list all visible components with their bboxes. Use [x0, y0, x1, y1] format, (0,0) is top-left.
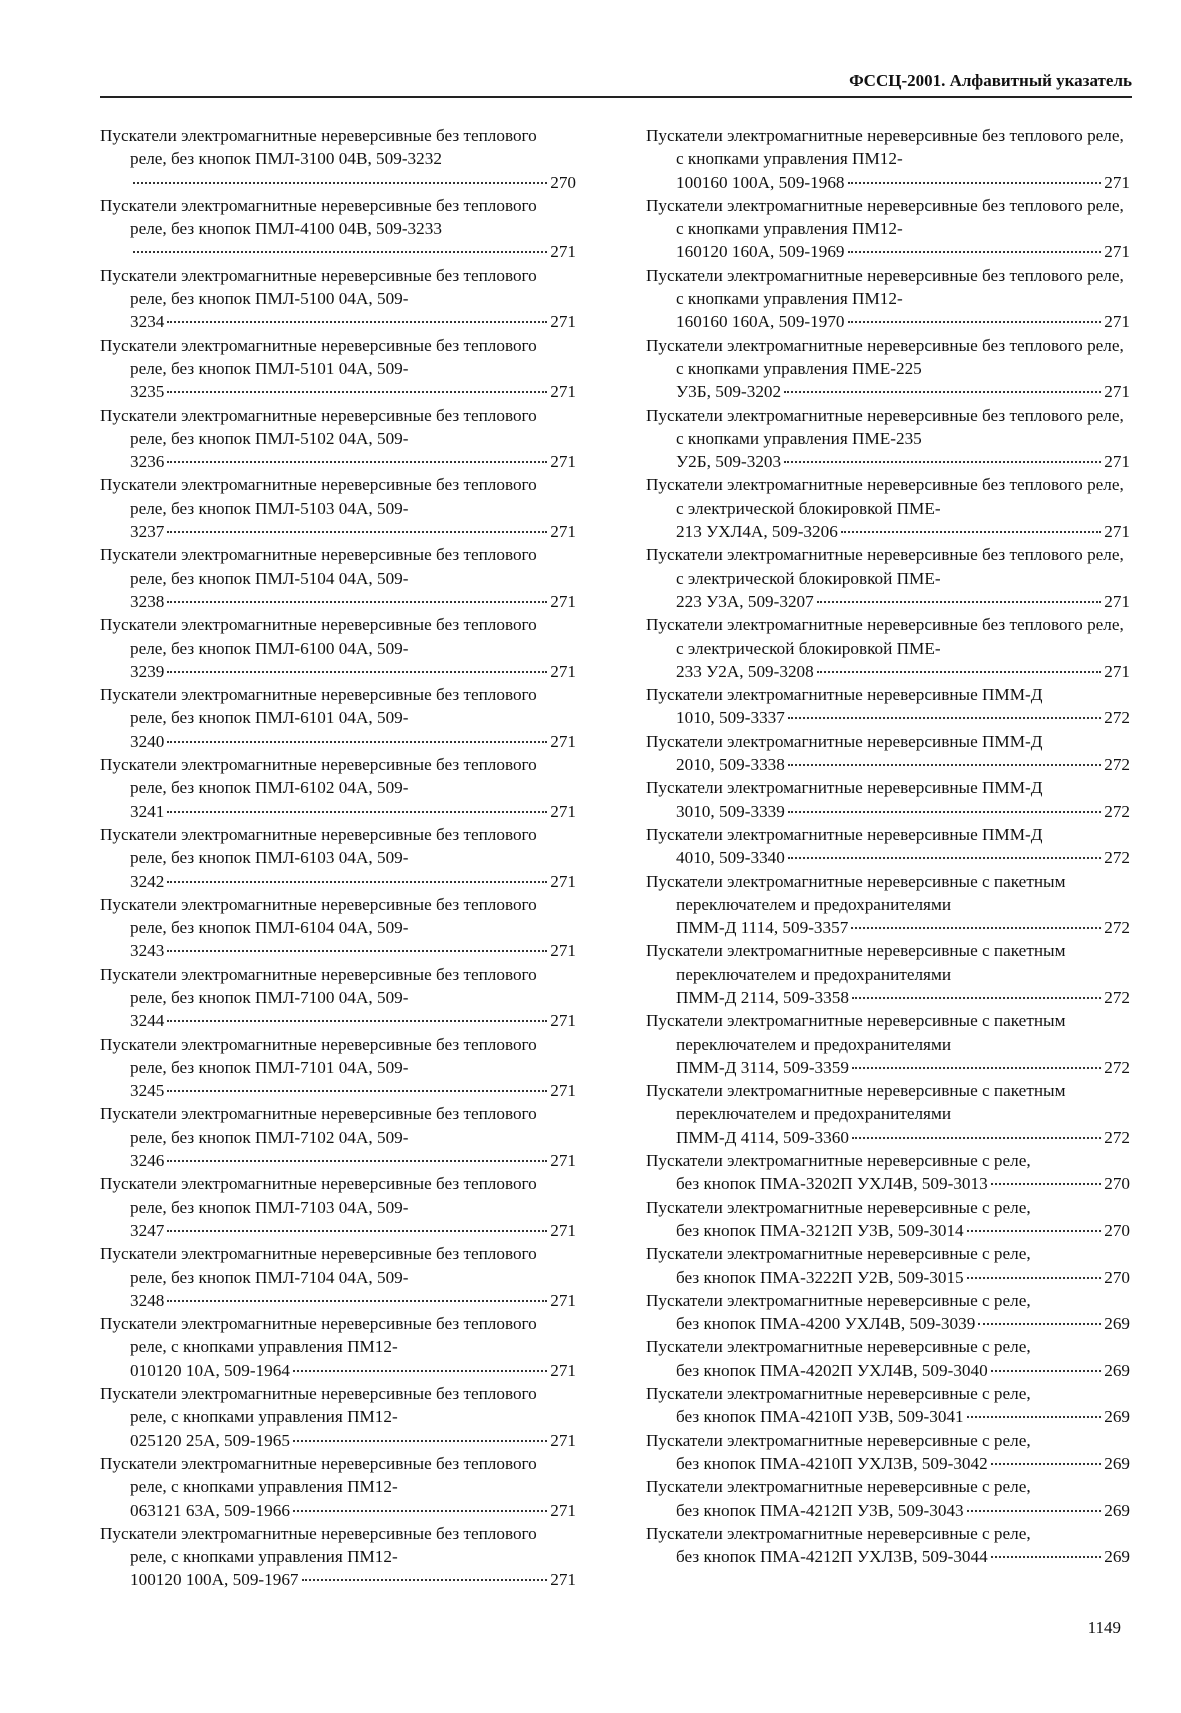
entry-text: Пускатели электромагнитные нереверсивные без теплового реле, без кнопок ПМЛ-3100 04В, 509-3232	[100, 126, 537, 169]
entry-code: 1010, 509-3337	[676, 708, 785, 728]
entry-page-ref: 272	[1104, 708, 1130, 728]
entry-page-ref: 271	[550, 1430, 576, 1450]
dot-leader	[967, 1277, 1102, 1279]
entry-text: Пускатели электромагнитные нереверсивные с реле,	[646, 1290, 1031, 1310]
dot-leader	[167, 461, 547, 463]
entry-code: без кнопок ПМА-4212П У3В, 509-3043	[676, 1500, 964, 1520]
entry-text: Пускатели электромагнитные нереверсивные без теплового реле, без кнопок ПМЛ-7101 04А, 509-	[100, 1034, 537, 1077]
entry-text: Пускатели электромагнитные нереверсивные с пакетным переключателем и предохранителями	[646, 1011, 1066, 1054]
dot-leader	[167, 391, 547, 393]
dot-leader	[788, 764, 1101, 766]
entry-code: 010120 10А, 509-1964	[130, 1360, 290, 1380]
entry-leader-line	[130, 1359, 576, 1382]
index-entry	[100, 613, 576, 683]
entry-code: 100160 100А, 509-1968	[676, 172, 845, 192]
entry-text: Пускатели электромагнитные нереверсивные без теплового реле, без кнопок ПМЛ-6103 04А, 509-	[100, 824, 537, 868]
entry-text: Пускатели электромагнитные нереверсивные без теплового реле, с кнопками управления ПМ12-	[646, 126, 1124, 169]
index-entry	[646, 543, 1130, 613]
entry-text: Пускатели электромагнитные нереверсивные без теплового реле, без кнопок ПМЛ-7103 04А, 509-	[100, 1174, 537, 1217]
entry-text: Пускатели электромагнитные нереверсивные без теплового реле, с электрической блокировкой ПМЕ-	[646, 475, 1124, 518]
entry-page-ref: 271	[1104, 591, 1130, 611]
entry-page-ref: 269	[1104, 1500, 1130, 1520]
entry-text: Пускатели электромагнитные нереверсивные с пакетным переключателем и предохранителями	[646, 871, 1066, 914]
index-entry	[100, 1452, 576, 1522]
entry-page-ref: 270	[1104, 1220, 1130, 1240]
entry-page-ref: 271	[1104, 522, 1130, 542]
entry-leader-line	[130, 800, 576, 823]
entry-text: Пускатели электромагнитные нереверсивные без теплового реле, с электрической блокировкой ПМЕ-	[646, 545, 1124, 588]
entry-leader-line	[676, 1312, 1130, 1335]
entry-page-ref: 269	[1104, 1547, 1130, 1567]
entry-page-ref: 272	[1104, 801, 1130, 821]
entry-leader-line	[676, 1545, 1130, 1568]
entry-page-ref: 271	[550, 661, 576, 681]
entry-page-ref: 271	[550, 591, 576, 611]
entry-text: Пускатели электромагнитные нереверсивные с реле,	[646, 1337, 1031, 1357]
dot-leader	[784, 391, 1101, 393]
entry-leader-line	[130, 1219, 576, 1242]
dot-leader	[293, 1370, 547, 1372]
entry-code: ПММ-Д 1114, 509-3357	[676, 918, 849, 938]
index-entry	[646, 1079, 1130, 1149]
entry-page-ref: 271	[550, 1360, 576, 1380]
entry-text: Пускатели электромагнитные нереверсивные без теплового реле, с кнопками управления ПМ12-	[646, 265, 1124, 309]
dot-leader	[851, 927, 1101, 929]
entry-text: Пускатели электромагнитные нереверсивные с реле,	[646, 1151, 1031, 1171]
entry-page-ref: 271	[1104, 172, 1130, 192]
dot-leader	[788, 811, 1101, 813]
entry-text: Пускатели электромагнитные нереверсивные ПММ-Д	[646, 731, 1043, 751]
dot-leader	[817, 671, 1101, 673]
index-entry	[100, 264, 576, 334]
entry-code: 3010, 509-3339	[676, 801, 785, 821]
index-entry	[100, 963, 576, 1033]
entry-code: 100120 100А, 509-1967	[130, 1570, 299, 1590]
entry-code: 3236	[130, 452, 165, 472]
dot-leader	[991, 1183, 1102, 1185]
index-entry	[646, 1522, 1130, 1569]
entry-leader-line	[676, 1405, 1130, 1428]
entry-page-ref: 271	[550, 871, 576, 891]
dot-leader	[167, 1300, 547, 1302]
entry-page-ref: 271	[550, 1081, 576, 1101]
entry-page-ref: 270	[550, 172, 576, 192]
entry-code: 160160 160А, 509-1970	[676, 312, 845, 332]
dot-leader	[788, 857, 1101, 859]
dot-leader	[302, 1579, 548, 1581]
index-entry	[100, 404, 576, 474]
entry-text: Пускатели электромагнитные нереверсивные с реле,	[646, 1477, 1031, 1497]
entry-code: 2010, 509-3338	[676, 755, 785, 775]
index-entry	[646, 823, 1130, 870]
entry-code: 213 УХЛ4А, 509-3206	[676, 522, 838, 542]
entry-leader-line	[676, 1452, 1130, 1475]
index-entry	[100, 1312, 576, 1382]
index-entry	[646, 683, 1130, 730]
index-entry	[646, 730, 1130, 777]
dot-leader	[967, 1416, 1102, 1418]
entry-leader-line	[130, 1079, 576, 1102]
entry-code: без кнопок ПМА-4210П УХЛ3В, 509-3042	[676, 1453, 988, 1473]
entry-leader-line	[676, 450, 1130, 473]
entry-leader-line	[676, 1126, 1130, 1149]
entry-leader-line	[676, 520, 1130, 543]
dot-leader	[852, 1137, 1101, 1139]
entry-leader-line	[676, 380, 1130, 403]
entry-code: 3239	[130, 661, 165, 681]
dot-leader	[293, 1440, 547, 1442]
dot-leader	[848, 251, 1102, 253]
entry-text: Пускатели электромагнитные нереверсивные без теплового реле, с кнопками управления ПМ12-	[100, 1453, 537, 1497]
entry-leader-line	[676, 1056, 1130, 1079]
entry-leader-line	[130, 590, 576, 613]
index-entry	[646, 1149, 1130, 1196]
header-title: ФССЦ-2001. Алфавитный указатель	[849, 71, 1132, 90]
entry-text: Пускатели электромагнитные нереверсивные без теплового реле, с кнопками управления ПМЕ-235	[646, 405, 1124, 448]
entry-code: ПММ-Д 2114, 509-3358	[676, 987, 849, 1007]
entry-text: Пускатели электромагнитные нереверсивные без теплового реле, с электрической блокировкой ПМЕ-	[646, 615, 1124, 658]
index-entry	[646, 264, 1130, 334]
index-entry	[100, 473, 576, 543]
dot-leader	[167, 321, 547, 323]
entry-leader-line	[130, 1429, 576, 1452]
dot-leader	[167, 811, 547, 813]
entry-text: Пускатели электромагнитные нереверсивные с реле,	[646, 1197, 1031, 1217]
entry-text: Пускатели электромагнитные нереверсивные без теплового реле, без кнопок ПМЛ-5103 04А, 509-	[100, 475, 537, 518]
dot-leader	[167, 950, 547, 952]
entry-leader-line	[676, 240, 1130, 263]
entry-code: 3237	[130, 522, 165, 542]
entry-text: Пускатели электромагнитные нереверсивные без теплового реле, без кнопок ПМЛ-7104 04А, 509-	[100, 1244, 537, 1287]
entry-leader-line	[130, 171, 576, 194]
dot-leader	[991, 1556, 1102, 1558]
entry-page-ref: 272	[1104, 918, 1130, 938]
entry-leader-line	[676, 590, 1130, 613]
entry-page-ref: 271	[1104, 382, 1130, 402]
index-entry	[646, 776, 1130, 823]
entry-leader-line	[130, 310, 576, 333]
entry-text: Пускатели электромагнитные нереверсивные без теплового реле, с кнопками управления ПМ12-	[100, 1314, 537, 1357]
entry-leader-line	[676, 846, 1130, 869]
entry-text: Пускатели электромагнитные нереверсивные без теплового реле, без кнопок ПМЛ-5101 04А, 509-	[100, 335, 537, 378]
entry-page-ref: 271	[550, 382, 576, 402]
entry-leader-line	[676, 310, 1130, 333]
dot-leader	[991, 1370, 1102, 1372]
index-entry	[646, 1242, 1130, 1289]
dot-leader	[167, 741, 547, 743]
entry-leader-line	[130, 1149, 576, 1172]
dot-leader	[852, 997, 1101, 999]
entry-code: 233 У2А, 509-3208	[676, 661, 814, 681]
entry-page-ref: 271	[1104, 661, 1130, 681]
entry-page-ref: 271	[1104, 242, 1130, 262]
entry-leader-line	[130, 730, 576, 753]
index-entry	[646, 1429, 1130, 1476]
entry-text: Пускатели электромагнитные нереверсивные без теплового реле, без кнопок ПМЛ-5102 04А, 509-	[100, 405, 537, 448]
entry-page-ref: 272	[1104, 987, 1130, 1007]
index-entry	[100, 1172, 576, 1242]
entry-text: Пускатели электромагнитные нереверсивные с реле,	[646, 1430, 1031, 1450]
dot-leader	[133, 251, 547, 253]
index-entry	[100, 1102, 576, 1172]
entry-text: Пускатели электромагнитные нереверсивные с пакетным переключателем и предохранителями	[646, 941, 1066, 984]
entry-page-ref: 271	[550, 1500, 576, 1520]
entry-code: без кнопок ПМА-4212П УХЛ3В, 509-3044	[676, 1547, 988, 1567]
entry-code: 3246	[130, 1151, 165, 1171]
entry-code: без кнопок ПМА-4210П У3В, 509-3041	[676, 1407, 964, 1427]
entry-page-ref: 270	[1104, 1174, 1130, 1194]
entry-code: 3240	[130, 731, 165, 751]
entry-text: Пускатели электромагнитные нереверсивные без теплового реле, без кнопок ПМЛ-6102 04А, 509-	[100, 755, 537, 798]
index-entry	[100, 1033, 576, 1103]
entry-code: У3Б, 509-3202	[676, 382, 782, 402]
page-number: 1149	[1087, 1618, 1121, 1637]
entry-page-ref: 271	[550, 242, 576, 262]
entry-text: Пускатели электромагнитные нереверсивные без теплового реле, с кнопками управления ПМ12-	[100, 1523, 537, 1567]
entry-text: Пускатели электромагнитные нереверсивные без теплового реле, без кнопок ПМЛ-4100 04В, 509-3233	[100, 195, 537, 239]
dot-leader	[167, 671, 547, 673]
dot-leader	[167, 881, 547, 883]
entry-text: Пускатели электромагнитные нереверсивные с реле,	[646, 1384, 1031, 1404]
entry-code: 3245	[130, 1081, 165, 1101]
entry-leader-line	[130, 380, 576, 403]
entry-text: Пускатели электромагнитные нереверсивные ПММ-Д	[646, 778, 1043, 798]
entry-code: 025120 25А, 509-1965	[130, 1430, 290, 1450]
index-entry	[646, 1382, 1130, 1429]
index-entry	[646, 613, 1130, 683]
entry-leader-line	[676, 986, 1130, 1009]
entry-leader-line	[676, 1499, 1130, 1522]
dot-leader	[293, 1510, 547, 1512]
entry-code: 4010, 509-3340	[676, 848, 785, 868]
entry-code: без кнопок ПМА-3222П У2В, 509-3015	[676, 1267, 964, 1287]
entry-leader-line	[130, 450, 576, 473]
entry-text: Пускатели электромагнитные нереверсивные без теплового реле, без кнопок ПМЛ-7100 04А, 509-	[100, 964, 537, 1007]
entry-code: без кнопок ПМА-4200 УХЛ4В, 509-3039	[676, 1314, 976, 1334]
entry-leader-line	[676, 753, 1130, 776]
entry-text: Пускатели электромагнитные нереверсивные без теплового реле, с кнопками управления ПМЕ-225	[646, 335, 1124, 378]
entry-page-ref: 269	[1104, 1360, 1130, 1380]
entry-page-ref: 272	[1104, 1057, 1130, 1077]
entry-page-ref: 269	[1104, 1314, 1130, 1334]
index-entry	[100, 194, 576, 264]
entry-leader-line	[676, 800, 1130, 823]
dot-leader	[133, 182, 547, 184]
index-entry	[100, 334, 576, 404]
entry-page-ref: 271	[550, 1290, 576, 1310]
index-entry	[646, 194, 1130, 264]
dot-leader	[788, 717, 1101, 719]
index-column-right	[646, 124, 1130, 1568]
entry-leader-line	[676, 706, 1130, 729]
dot-leader	[167, 1160, 547, 1162]
index-entry	[100, 753, 576, 823]
index-entry	[646, 1335, 1130, 1382]
entry-leader-line	[130, 1289, 576, 1312]
index-entry	[100, 1522, 576, 1592]
entry-leader-line	[130, 1568, 576, 1591]
entry-page-ref: 272	[1104, 755, 1130, 775]
entry-page-ref: 271	[550, 1220, 576, 1240]
entry-code: 3243	[130, 941, 165, 961]
index-entry	[646, 334, 1130, 404]
entry-text: Пускатели электромагнитные нереверсивные без теплового реле, без кнопок ПМЛ-6104 04А, 509-	[100, 894, 537, 938]
entry-leader-line	[676, 1172, 1130, 1195]
index-entry	[100, 823, 576, 893]
entry-text: Пускатели электромагнитные нереверсивные с реле,	[646, 1244, 1031, 1264]
entry-page-ref: 271	[1104, 452, 1130, 472]
entry-leader-line	[676, 1219, 1130, 1242]
entry-code: ПММ-Д 3114, 509-3359	[676, 1057, 849, 1077]
dot-leader	[848, 182, 1102, 184]
entry-text: Пускатели электромагнитные нереверсивные без теплового реле, с кнопками управления ПМ12-	[100, 1384, 537, 1427]
entry-code: 3238	[130, 591, 165, 611]
dot-leader	[167, 1230, 547, 1232]
entry-code: 3242	[130, 871, 165, 891]
dot-leader	[817, 601, 1101, 603]
entry-leader-line	[676, 660, 1130, 683]
entry-code: 160120 160А, 509-1969	[676, 242, 845, 262]
entry-code: 223 У3А, 509-3207	[676, 591, 814, 611]
index-entry	[100, 1382, 576, 1452]
index-entry	[646, 124, 1130, 194]
entry-leader-line	[676, 1359, 1130, 1382]
entry-text: Пускатели электромагнитные нереверсивные без теплового реле, без кнопок ПМЛ-5100 04А, 509-	[100, 265, 537, 309]
index-entry	[646, 939, 1130, 1009]
entry-code: У2Б, 509-3203	[676, 452, 782, 472]
entry-code: 3244	[130, 1011, 165, 1031]
entry-code: 063121 63А, 509-1966	[130, 1500, 290, 1520]
dot-leader	[978, 1323, 1101, 1325]
entry-code: 3241	[130, 801, 165, 821]
entry-page-ref: 271	[550, 312, 576, 332]
entry-code: 3234	[130, 312, 165, 332]
entry-page-ref: 271	[550, 452, 576, 472]
dot-leader	[167, 601, 547, 603]
entry-text: Пускатели электромагнитные нереверсивные с пакетным переключателем и предохранителями	[646, 1081, 1066, 1124]
entry-leader-line	[130, 240, 576, 263]
entry-code: без кнопок ПМА-3202П УХЛ4В, 509-3013	[676, 1174, 988, 1194]
dot-leader	[167, 531, 547, 533]
index-entry	[100, 124, 576, 194]
entry-leader-line	[130, 1009, 576, 1032]
entry-page-ref: 269	[1104, 1453, 1130, 1473]
entry-code: 3247	[130, 1220, 165, 1240]
index-entry	[646, 1196, 1130, 1243]
index-entry	[646, 1289, 1130, 1336]
entry-page-ref: 272	[1104, 848, 1130, 868]
entry-page-ref: 271	[550, 1151, 576, 1171]
dot-leader	[784, 461, 1101, 463]
entry-page-ref: 271	[550, 801, 576, 821]
entry-leader-line	[676, 916, 1130, 939]
entry-text: Пускатели электромагнитные нереверсивные без теплового реле, без кнопок ПМЛ-5104 04А, 509-	[100, 545, 537, 588]
index-entry	[100, 683, 576, 753]
entry-leader-line	[676, 1266, 1130, 1289]
entry-leader-line	[130, 520, 576, 543]
entry-leader-line	[130, 660, 576, 683]
dot-leader	[167, 1090, 547, 1092]
dot-leader	[841, 531, 1101, 533]
entry-leader-line	[130, 870, 576, 893]
entry-text: Пускатели электромагнитные нереверсивные без теплового реле, без кнопок ПМЛ-7102 04А, 509-	[100, 1104, 537, 1147]
index-column-left	[100, 124, 576, 1592]
entry-page-ref: 271	[550, 731, 576, 751]
dot-leader	[167, 1020, 547, 1022]
entry-text: Пускатели электромагнитные нереверсивные без теплового реле, без кнопок ПМЛ-6101 04А, 509-	[100, 685, 537, 728]
index-entry	[100, 1242, 576, 1312]
entry-code: 3235	[130, 382, 165, 402]
entry-code: ПММ-Д 4114, 509-3360	[676, 1127, 849, 1147]
entry-leader-line	[676, 171, 1130, 194]
running-header	[100, 66, 1132, 98]
dot-leader	[848, 321, 1102, 323]
entry-leader-line	[130, 1499, 576, 1522]
dot-leader	[852, 1067, 1101, 1069]
entry-page-ref: 269	[1104, 1407, 1130, 1427]
dot-leader	[991, 1463, 1102, 1465]
index-entry	[646, 473, 1130, 543]
dot-leader	[967, 1230, 1102, 1232]
entry-text: Пускатели электромагнитные нереверсивные с реле,	[646, 1523, 1031, 1543]
index-entry	[646, 1475, 1130, 1522]
entry-page-ref: 270	[1104, 1267, 1130, 1287]
index-entry	[646, 404, 1130, 474]
entry-page-ref: 271	[550, 522, 576, 542]
index-entry	[100, 543, 576, 613]
entry-page-ref: 271	[1104, 312, 1130, 332]
index-entry	[100, 893, 576, 963]
entry-code: 3248	[130, 1290, 165, 1310]
entry-text: Пускатели электромагнитные нереверсивные ПММ-Д	[646, 824, 1043, 844]
entry-page-ref: 271	[550, 1011, 576, 1031]
index-entry	[646, 1009, 1130, 1079]
entry-code: без кнопок ПМА-4202П УХЛ4В, 509-3040	[676, 1360, 988, 1380]
entry-text: Пускатели электромагнитные нереверсивные без теплового реле, с кнопками управления ПМ12-	[646, 195, 1124, 239]
entry-page-ref: 271	[550, 1570, 576, 1590]
entry-text: Пускатели электромагнитные нереверсивные ПММ-Д	[646, 685, 1043, 705]
dot-leader	[967, 1510, 1102, 1512]
entry-text: Пускатели электромагнитные нереверсивные без теплового реле, без кнопок ПМЛ-6100 04А, 509-	[100, 615, 537, 658]
entry-code: без кнопок ПМА-3212П У3В, 509-3014	[676, 1220, 964, 1240]
index-entry	[646, 870, 1130, 940]
entry-page-ref: 272	[1104, 1127, 1130, 1147]
entry-leader-line	[130, 939, 576, 962]
entry-page-ref: 271	[550, 941, 576, 961]
